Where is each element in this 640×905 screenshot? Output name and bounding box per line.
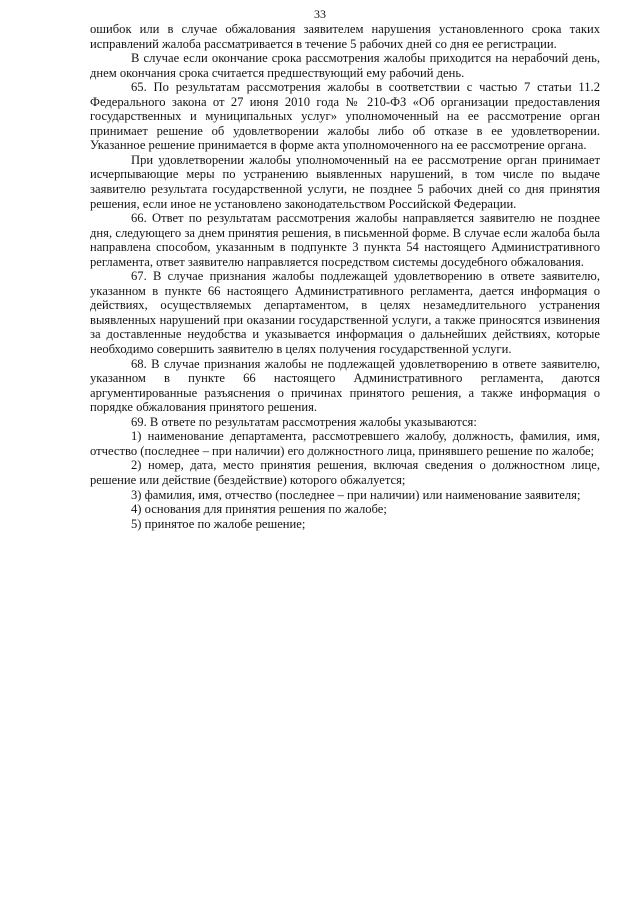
list-item-3: 3) фамилия, имя, отчество (последнее – при наличии) или наименование заявителя; (131, 487, 581, 502)
list-item-5: 5) принятое по жалобе решение; (131, 516, 306, 531)
list-item-4: 4) основания для принятия решения по жалобе; (131, 502, 387, 517)
paragraph-68: 68. В случае признания жалобы не подлежащей удовлетворению в ответе заявителю, указанном в пункте 66 настоящего Административного регламента, даются аргументированные разъяснения о причинах принятого решения, а также информация о порядке обжалования принятого решения. (90, 356, 600, 415)
document-body (90, 22, 600, 531)
paragraph-deadline-holiday: В случае если окончание срока рассмотрения жалобы приходится на нерабочий день, днем окончания срока считается предшествующий ему рабочий день. (90, 51, 600, 80)
paragraph-67: 67. В случае признания жалобы подлежащей удовлетворению в ответе заявителю, указанном в пункте 66 настоящего Административного регламента, дается информация о действиях, осуществляемых департаментом, в целях незамедлительного устранения выявленных нарушений при оказании государственной услуги, а также приносятся извинения за доставленные неудобства и указывается информация о дальнейших действиях, которые необходимо совершить заявителю в целях получения государственной услуги. (90, 269, 600, 357)
paragraph-69: 69. В ответе по результатам рассмотрения жалобы указываются: (131, 414, 477, 429)
paragraph-65: 65. По результатам рассмотрения жалобы в соответствии с частью 7 статьи 11.2 Федерального закона от 27 июня 2010 года № 210-ФЗ «Об организации предоставления государственных и муниципальных услуг» уполномоченный на ее рассмотрение орган принимает решение об удовлетворении жалобы либо об отказе в ее удовлетворении. Указанное решение принимается в форме акта уполномоченного на ее рассмотрение органа. (90, 80, 600, 153)
page-number: 33 (314, 7, 326, 21)
list-item-2: 2) номер, дата, место принятия решения, включая сведения о должностном лице, решение или действие (бездействие) которого обжалуется; (90, 458, 600, 487)
list-item-1: 1) наименование департамента, рассмотревшего жалобу, должность, фамилия, имя, отчество (последнее – при наличии) его должностного лица, принявшего решение по жалобе; (90, 429, 600, 458)
paragraph-66: 66. Ответ по результатам рассмотрения жалобы направляется заявителю не позднее дня, следующего за днем принятия решения, в письменной форме. В случае если жалоба была направлена способом, указанным в подпункте 3 пункта 54 настоящего Административного регламента, ответ заявителю направляется посредством системы досудебного обжалования. (90, 211, 600, 269)
paragraph-satisfaction-measures: При удовлетворении жалобы уполномоченный на ее рассмотрение орган принимает исчерпывающие меры по устранению выявленных нарушений, в том числе по выдаче заявителю результата государственной услуги, не позднее 5 рабочих дней со дня принятия решения, если иное не установлено законодательством Российской Федерации. (90, 152, 600, 211)
paragraph-continuation: ошибок или в случае обжалования заявителем нарушения установленного срока таких исправлений жалоба рассматривается в течение 5 рабочих дней со дня ее регистрации. (90, 22, 600, 51)
